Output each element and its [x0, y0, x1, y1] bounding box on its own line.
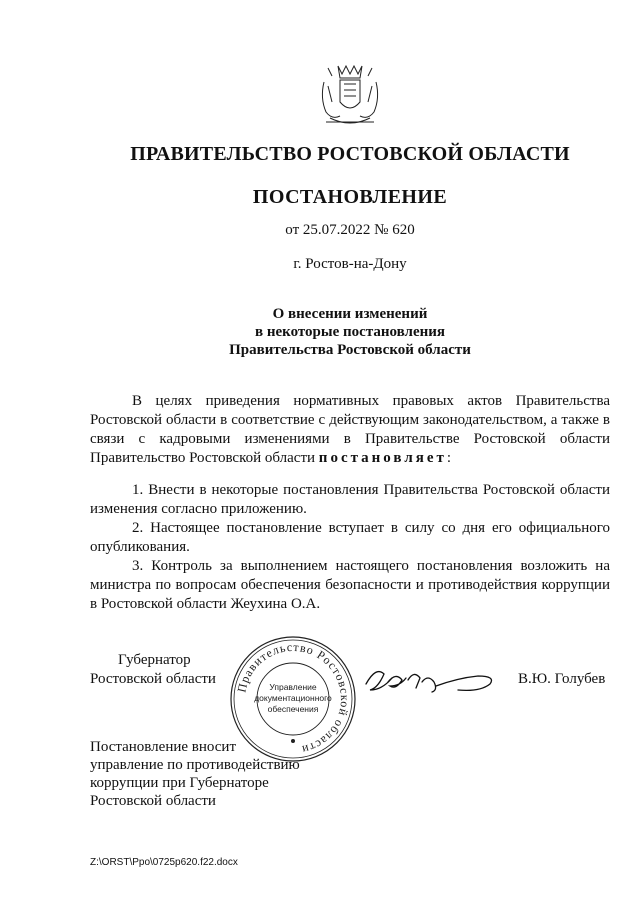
signatory-title: Губернатор [118, 652, 191, 668]
decree-item: 2. Настоящее постановление вступает в силу со дня его официального опубликования. [90, 520, 610, 555]
signatory-name: В.Ю. Голубев [518, 671, 606, 687]
seal-inner-line-3: обеспечения [267, 704, 319, 714]
document-date-number: от 25.07.2022 № 620 [285, 222, 415, 238]
handwritten-signature [362, 660, 497, 700]
preamble-text: В целях приведения нормативных правовых актов Правительства Ростовской области в соответствие с действующим законодательством, а также в связи с кадровыми изменениями в Правительстве Ростовской области Правительство Ростовской области [90, 393, 610, 466]
decree-item: 1. Внести в некоторые постановления Правительства Ростовской области изменения согласно приложению. [90, 482, 610, 517]
preamble-decree-word: постановляет [318, 450, 447, 466]
heading-line-3: Правительства Ростовской области [229, 342, 471, 358]
decree-items [90, 481, 610, 614]
signatory-region: Ростовской области [90, 671, 216, 687]
document-type: ПОСТАНОВЛЕНИЕ [252, 186, 448, 208]
submitter-note [90, 738, 330, 810]
note-line-1: Постановление вносит [90, 739, 237, 755]
coat-of-arms-icon [318, 62, 382, 130]
preamble-tail: : [446, 450, 452, 466]
file-path-footer: Z:\ORST\Ppo\0725p620.f22.docx [90, 857, 238, 868]
document-city: г. Ростов-на-Дону [293, 256, 407, 272]
note-line-2: управление по противодействию [90, 757, 300, 773]
seal-inner-line-2: документационного [254, 693, 332, 703]
preamble-paragraph [90, 392, 610, 468]
heading-line-2: в некоторые постановления [254, 324, 446, 340]
note-line-4: Ростовской области [90, 793, 216, 809]
note-line-3: коррупции при Губернаторе [90, 775, 269, 791]
government-title: ПРАВИТЕЛЬСТВО РОСТОВСКОЙ ОБЛАСТИ [130, 143, 570, 165]
document-heading [0, 305, 640, 359]
decree-item: 3. Контроль за выполнением настоящего постановления возложить на министра по вопросам обеспечения безопасности и противодействия коррупции в Ростовской области Жеухина О.А. [90, 558, 610, 612]
seal-outer-text: Правительство Ростовской области [234, 639, 353, 758]
seal-inner-line-1: Управление [269, 682, 317, 692]
heading-line-1: О внесении изменений [272, 306, 428, 322]
